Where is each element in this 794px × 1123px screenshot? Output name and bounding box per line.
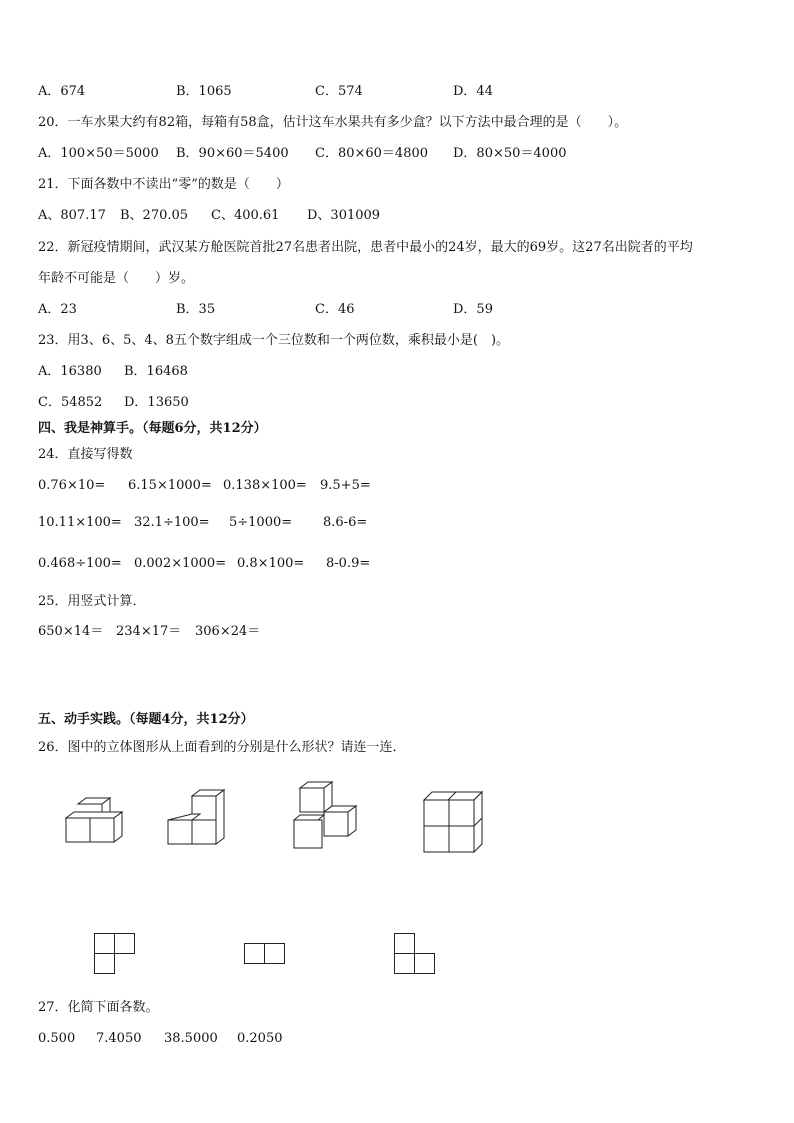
q20-option-d[interactable]: D．80×50＝4000 (453, 146, 567, 161)
q21-option-c[interactable]: C、400.61 (211, 208, 280, 223)
q19-option-d[interactable]: D．44 (453, 84, 493, 99)
solid-figure-3[interactable] (290, 780, 365, 860)
top-view-two-squares[interactable] (244, 943, 289, 968)
q25-title: 25．用竖式计算． (38, 594, 146, 609)
q27-item: 0.2050 (237, 1031, 283, 1046)
q24-title: 24．直接写得数 (38, 447, 133, 462)
q25-item: 234×17＝ (116, 624, 182, 639)
q23-option-a[interactable]: A．16380 (38, 364, 102, 379)
q24-item: 0.8×100= (237, 556, 305, 571)
solid-figure-2[interactable] (164, 786, 234, 856)
q22-option-c[interactable]: C．46 (315, 302, 355, 317)
q23-question: 23．用3、6、5、4、8五个数字组成一个三位数和一个两位数，乘积最小是( )。 (38, 333, 510, 348)
q21-option-a[interactable]: A、807.17 (38, 208, 106, 223)
q19-option-a[interactable]: A．674 (38, 84, 86, 99)
q22-question-line2: 年龄不可能是（ ）岁。 (38, 271, 195, 286)
q23-option-c[interactable]: C．54852 (38, 395, 103, 410)
solid-figure-1[interactable] (60, 798, 130, 858)
top-view-l-shape-lower[interactable] (394, 933, 439, 978)
q22-option-b[interactable]: B．35 (176, 302, 216, 317)
q20-option-c[interactable]: C．80×60＝4800 (315, 146, 429, 161)
q25-item: 306×24＝ (195, 624, 261, 639)
q19-option-c[interactable]: C．574 (315, 84, 363, 99)
q23-option-d[interactable]: D．13650 (124, 395, 189, 410)
q24-item: 8-0.9= (326, 556, 371, 571)
q24-item: 0.468÷100= (38, 556, 122, 571)
q25-item: 650×14＝ (38, 624, 104, 639)
q27-item: 0.500 (38, 1031, 76, 1046)
q20-question: 20．一车水果大约有82箱，每箱有58盒，估计这车水果共有多少盒？以下方法中最合理的是（ ）。 (38, 115, 628, 130)
q24-item: 0.76×10= (38, 478, 106, 493)
q24-item: 0.138×100= (223, 478, 307, 493)
q27-item: 7.4050 (96, 1031, 142, 1046)
q20-option-a[interactable]: A．100×50＝5000 (38, 146, 159, 161)
section-5-title: 五、动手实践。（每题4分，共12分） (38, 712, 254, 727)
q19-option-b[interactable]: B．1065 (176, 84, 232, 99)
solid-figure-4[interactable] (420, 788, 495, 858)
q20-option-b[interactable]: B．90×60＝5400 (176, 146, 289, 161)
q21-option-d[interactable]: D、301009 (307, 208, 381, 223)
q24-item: 5÷1000= (229, 515, 293, 530)
top-view-l-shape-upper[interactable] (94, 933, 139, 978)
q21-option-b[interactable]: B、270.05 (120, 208, 189, 223)
q24-item: 6.15×1000= (128, 478, 212, 493)
q27-title: 27．化简下面各数。 (38, 1000, 159, 1015)
q21-question: 21．下面各数中不读出“零”的数是（ ） (38, 177, 289, 192)
q24-item: 8.6-6= (323, 515, 368, 530)
q24-item: 10.11×100= (38, 515, 122, 530)
q24-item: 0.002×1000= (134, 556, 227, 571)
q23-option-b[interactable]: B．16468 (124, 364, 188, 379)
q26-title: 26．图中的立体图形从上面看到的分别是什么形状？请连一连． (38, 740, 406, 755)
q22-question-line1: 22．新冠疫情期间，武汉某方舱医院首批27名患者出院，患者中最小的24岁，最大的69岁。这27名出院者的平均 (38, 240, 693, 255)
q24-item: 9.5+5= (320, 478, 371, 493)
q24-item: 32.1÷100= (134, 515, 210, 530)
q22-option-d[interactable]: D．59 (453, 302, 493, 317)
q27-item: 38.5000 (164, 1031, 218, 1046)
q22-option-a[interactable]: A．23 (38, 302, 77, 317)
section-4-title: 四、我是神算手。（每题6分，共12分） (38, 421, 267, 436)
